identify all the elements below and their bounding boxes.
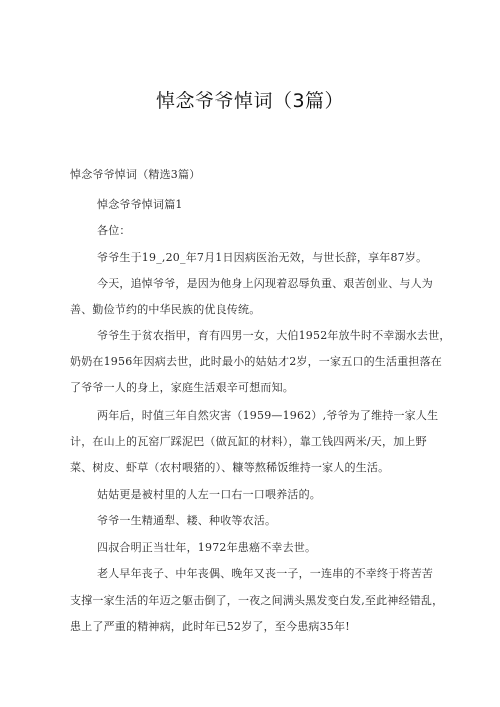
page-title: 悼念爷爷悼词（3篇） bbox=[155, 90, 345, 112]
section-heading: 悼念爷爷悼词篇1 bbox=[97, 198, 183, 211]
subtitle-line: 悼念爷爷悼词（精选3篇） bbox=[70, 168, 201, 181]
paragraph-line: 菜、树皮、虾草（农村喂猪的）、糠等熬稀饭维持一家人的生活。 bbox=[70, 461, 390, 474]
paragraph-line: 了爷爷一人的身上，家庭生活艰辛可想而知。 bbox=[70, 381, 294, 394]
paragraph-line: 支撑一家生活的年迈之躯击倒了，一夜之间满头黑发变白发,至此神经错乱， bbox=[70, 594, 444, 607]
paragraph-line: 患上了严重的精神病，此时年已52岁了，至今患病35年! bbox=[70, 620, 350, 633]
paragraph-line: 老人早年丧子、中年丧偶、晚年又丧一子，一连串的不幸终于将苦苦 bbox=[97, 567, 433, 580]
paragraph-line: 爷爷生于19_,20_年7月1日因病医治无效，与世长辞，享年87岁。 bbox=[97, 251, 428, 264]
paragraph-line: 今天，追悼爷爷，是因为他身上闪现着忍辱负重、艰苦创业、与人为 bbox=[97, 277, 433, 290]
salutation: 各位： bbox=[97, 224, 131, 237]
paragraph-line: 计，在山上的瓦窑厂踩泥巴（做瓦缸的材料），靠工钱四两米/天，加上野 bbox=[70, 435, 427, 448]
paragraph-line: 姑姑更是被村里的人左一口右一口喂养活的。 bbox=[97, 488, 321, 501]
paragraph-line: 爷爷生于贫农指甲，育有四男一女，大伯1952年放牛时不幸溺水去世， bbox=[97, 329, 451, 342]
paragraph-line: 爷爷一生精通犁、耧、种收等农活。 bbox=[97, 514, 277, 527]
paragraph-line: 奶奶在1956年因病去世，此时最小的姑姑才2岁，一家五口的生活重担落在 bbox=[70, 355, 442, 368]
paragraph-line: 两年后，时值三年自然灾害（1959—1962）,爷爷为了维持一家人生 bbox=[97, 409, 439, 422]
paragraph-line: 善、勤俭节约的中华民族的优良传统。 bbox=[70, 303, 261, 316]
paragraph-line: 四叔合明正当壮年，1972年患癌不幸去世。 bbox=[97, 541, 317, 554]
